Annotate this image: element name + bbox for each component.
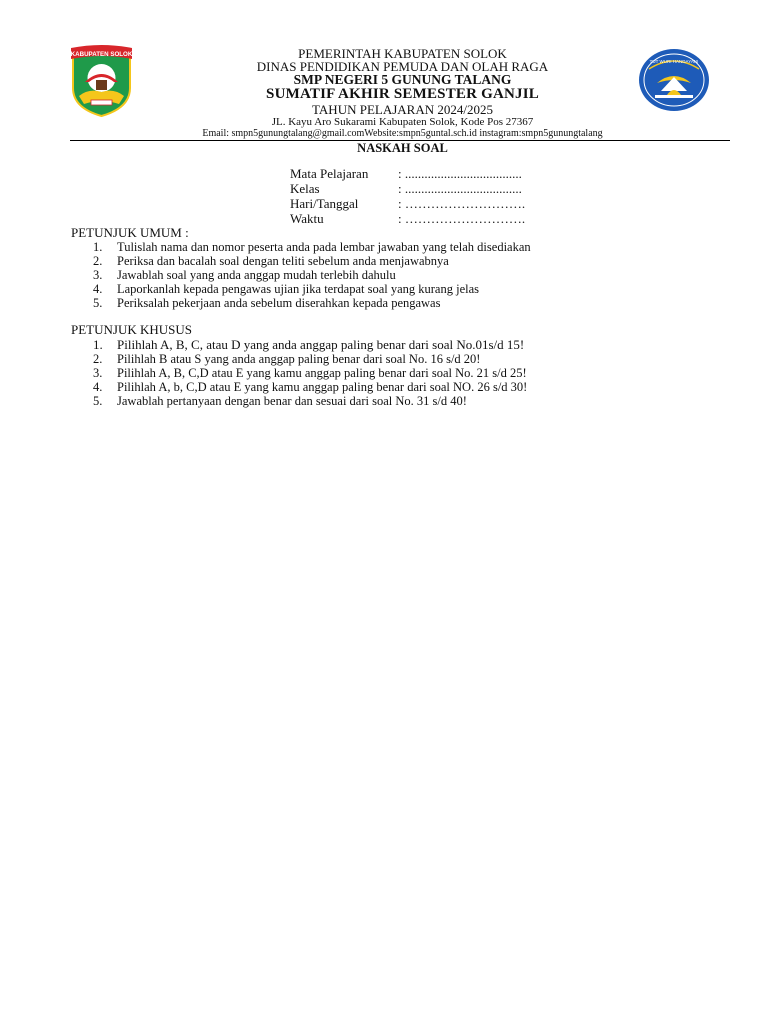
item-text: Pilihlah A, B, C, atau D yang anda anggap paling benar dari soal No.01s/d 15! — [117, 337, 525, 352]
item-number: 3. — [93, 366, 103, 380]
item-text: Jawablah pertanyaan dengan benar dan sesuai dari soal No. 31 s/d 40! — [117, 394, 467, 408]
item-text: Pilihlah A, B, C,D atau E yang kamu anggap paling benar dari soal No. 21 s/d 25! — [117, 366, 527, 380]
kabupaten-solok-banner-text: KABUPATEN SOLOK — [70, 51, 133, 58]
exam-title: SUMATIF AKHIR SEMESTER GANJIL — [266, 86, 539, 102]
item-number: 2. — [93, 352, 103, 366]
item-text: Pilihlah B atau S yang anda anggap paling benar dari soal No. 16 s/d 20! — [117, 352, 481, 366]
field-value: : ………………………. — [398, 211, 526, 226]
field-kelas — [290, 181, 522, 197]
field-mata-pelajaran — [290, 166, 522, 182]
item-number: 1. — [93, 240, 103, 254]
field-hari-tanggal — [290, 196, 525, 212]
item-number: 4. — [93, 380, 103, 394]
field-waktu — [290, 211, 525, 227]
item-number: 5. — [93, 394, 103, 408]
school-name: SMP NEGERI 5 GUNUNG TALANG — [293, 72, 512, 87]
kabupaten-solok-logo — [69, 44, 134, 118]
header-line-2: DINAS PENDIDIKAN PEMUDA DAN OLAH RAGA — [256, 59, 549, 74]
item-number: 4. — [93, 282, 103, 296]
school-contact: Email: smpn5gunungtalang@gmail.comWebsite:smpn5guntal.sch.id instagram:smpn5gunungtalang — [202, 128, 603, 139]
field-value: : ………………………. — [398, 196, 526, 211]
item-text: Periksa dan bacalah soal dengan teliti sebelum anda menjawabnya — [117, 254, 449, 268]
academic-year: TAHUN PELAJARAN 2024/2025 — [312, 102, 493, 117]
item-text: Jawablah soal yang anda anggap mudah terlebih dahulu — [117, 268, 396, 282]
petunjuk-umum-heading: PETUNJUK UMUM : — [71, 225, 189, 240]
field-label: Kelas — [290, 181, 320, 196]
item-number: 3. — [93, 268, 103, 282]
field-value: : .................................... — [398, 166, 522, 181]
page-title: NASKAH SOAL — [357, 141, 448, 155]
tut-wuri-banner-text: TUT WURI HANDAYANI — [649, 59, 699, 64]
item-number: 5. — [93, 296, 103, 310]
school-address: JL. Kayu Aro Sukarami Kabupaten Solok, Kode Pos 27367 — [271, 116, 534, 128]
petunjuk-khusus-heading: PETUNJUK KHUSUS — [71, 322, 192, 337]
field-label: Hari/Tanggal — [290, 196, 359, 211]
item-number: 2. — [93, 254, 103, 268]
item-number: 1. — [93, 337, 103, 352]
field-label: Mata Pelajaran — [290, 166, 369, 181]
item-text: Laporkanlah kepada pengawas ujian jika terdapat soal yang kurang jelas — [117, 282, 480, 296]
field-label: Waktu — [290, 211, 324, 226]
field-value: : .................................... — [398, 181, 522, 196]
item-text: Pilihlah A, b, C,D atau E yang kamu anggap paling benar dari soal NO. 26 s/d 30! — [117, 380, 528, 394]
item-text: Periksalah pekerjaan anda sebelum diserahkan kepada pengawas — [117, 296, 441, 310]
item-text: Tulislah nama dan nomor peserta anda pada lembar jawaban yang telah disediakan — [117, 240, 531, 254]
header-line-1: PEMERINTAH KABUPATEN SOLOK — [298, 46, 507, 61]
